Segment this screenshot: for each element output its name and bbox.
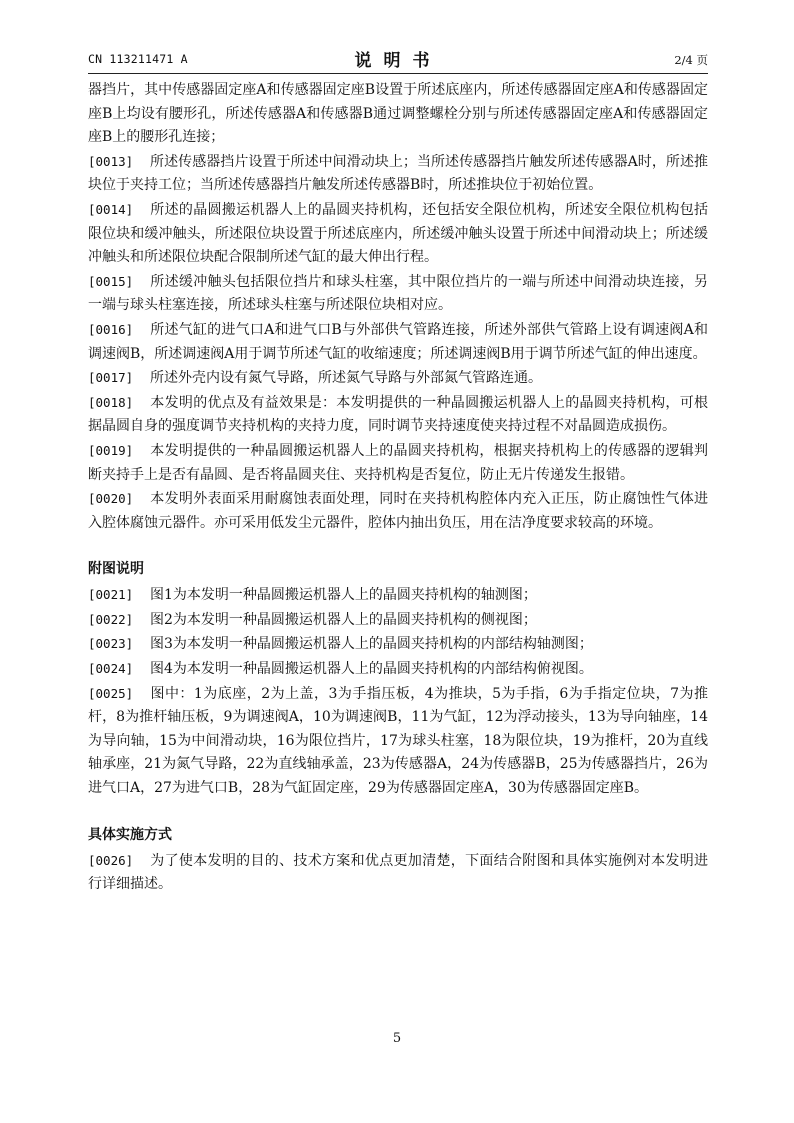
paragraph-continuation (88, 79, 708, 150)
paragraph-number: [0020] (88, 491, 134, 507)
paragraph-number: [0021] (88, 587, 134, 603)
paragraph-text: 所述气缸的进气口A和进气口B与外部供气管路连接，所述外部供气管路上设有调速阀A和调速阀B，所述调速阀A用于调节所述气缸的收缩速度；所述调速阀B用于调节所述气缸的伸出速度。 (88, 321, 708, 362)
page-header (88, 46, 708, 72)
paragraph-number: [0026] (88, 852, 134, 868)
paragraph (88, 270, 708, 318)
paragraph-number: [0025] (88, 685, 134, 701)
paragraph (88, 608, 708, 633)
paragraph (88, 150, 708, 198)
header-divider (88, 73, 708, 74)
paragraph (88, 439, 708, 487)
paragraph (88, 318, 708, 366)
paragraph-text: 本发明的优点及有益效果是：本发明提供的一种晶圆搬运机器人上的晶圆夹持机构，可根据晶圆自身的强度调节夹持机构的夹持力度，同时调节夹持速度使夹持过程不对晶圆造成损伤。 (88, 394, 708, 435)
paragraph-text: 所述的晶圆搬运机器人上的晶圆夹持机构，还包括安全限位机构，所述安全限位机构包括限位块和缓冲触头，所述限位块设置于所述底座内，所述缓冲触头设置于所述中间滑动块上；所述缓冲触头和所述限位块配合限制所述气缸的最大伸出行程。 (88, 201, 708, 266)
paragraph (88, 198, 708, 270)
section-spacer (88, 801, 708, 823)
paragraph-number: [0015] (88, 273, 134, 289)
paragraph-number: [0022] (88, 611, 134, 627)
document-body (88, 79, 708, 897)
paragraph-text: 图2为本发明一种晶圆搬运机器人上的晶圆夹持机构的侧视图； (150, 611, 537, 628)
patent-number: CN 113211471 A (88, 52, 188, 66)
paragraph-text: 器挡片，其中传感器固定座A和传感器固定座B设置于所述底座内，所述传感器固定座A和传感器固定座B上均设有腰形孔，所述传感器A和传感器B通过调整螺栓分别与所述传感器固定座A和传感器固定座B上的腰形孔连接； (88, 82, 708, 146)
paragraph-number: [0023] (88, 636, 134, 652)
paragraph-text: 本发明提供的一种晶圆搬运机器人上的晶圆夹持机构，根据夹持机构上的传感器的逻辑判断夹持手上是否有晶圆、是否将晶圆夹住、夹持机构是否复位，防止无片传递发生报错。 (88, 442, 708, 483)
paragraph-number: [0017] (88, 370, 134, 386)
paragraph-number: [0013] (88, 153, 134, 169)
paragraph-number: [0016] (88, 321, 134, 337)
paragraph-number: [0024] (88, 661, 134, 677)
section-title-figures: 附图说明 (88, 561, 144, 578)
document-title: 说明书 (354, 51, 442, 71)
paragraph-number: [0019] (88, 442, 134, 458)
page-info: 2/4 页 (674, 53, 708, 67)
paragraph (88, 366, 708, 391)
paragraph-number: [0014] (88, 201, 134, 217)
paragraph (88, 632, 708, 657)
paragraph-text: 本发明外表面采用耐腐蚀表面处理，同时在夹持机构腔体内充入正压，防止腐蚀性气体进入腔体腐蚀元器件。亦可采用低发尘元器件，腔体内抽出负压，用在洁净度要求较高的环境。 (88, 491, 708, 531)
paragraph-text: 图4为本发明一种晶圆搬运机器人上的晶圆夹持机构的内部结构俯视图。 (150, 661, 593, 678)
paragraph-text: 图1为本发明一种晶圆搬运机器人上的晶圆夹持机构的轴测图； (150, 587, 537, 604)
paragraph (88, 682, 708, 801)
paragraph-text: 所述传感器挡片设置于所述中间滑动块上；当所述传感器挡片触发所述传感器A时，所述推块位于夹持工位；当所述传感器挡片触发所述传感器B时，所述推块位于初始位置。 (88, 153, 708, 194)
paragraph-text: 所述外壳内设有氮气导路，所述氮气导路与外部氮气管路连通。 (150, 370, 542, 387)
paragraph-text: 为了使本发明的目的、技术方案和优点更加清楚，下面结合附图和具体实施例对本发明进行详细描述。 (88, 852, 708, 893)
paragraph (88, 657, 708, 682)
paragraph (88, 487, 708, 535)
section-title-embodiment: 具体实施方式 (88, 826, 172, 843)
paragraph-text: 图3为本发明一种晶圆搬运机器人上的晶圆夹持机构的内部结构轴测图； (150, 636, 593, 653)
section-spacer (88, 535, 708, 557)
paragraph (88, 849, 708, 897)
paragraph (88, 391, 708, 439)
page-number: 5 (392, 1031, 402, 1046)
paragraph-number: [0018] (88, 394, 134, 410)
paragraph (88, 583, 708, 608)
paragraph-text: 图中：1为底座，2为上盖，3为手指压板，4为推块，5为手指，6为手指定位块，7为推杆，8为推杆轴压板，9为调速阀A，10为调速阀B，11为气缸，12为浮动接头，13为导向轴座，14为导向轴，15为中间滑动块，16为限位挡片，17为球头柱塞，18为限位块，19为推杆，20为直线轴承座，21为氮气导路，22为直线轴承盖，23为传感器A，24为传感器B，25为传感器挡片，26为进气口A，27为进气口B，28为气缸固定座，29为传感器固定座A，30为传感器固定座B。 (88, 685, 708, 797)
paragraph-text: 所述缓冲触头包括限位挡片和球头柱塞，其中限位挡片的一端与所述中间滑动块连接，另一端与球头柱塞连接，所述球头柱塞与所述限位块相对应。 (88, 273, 708, 314)
